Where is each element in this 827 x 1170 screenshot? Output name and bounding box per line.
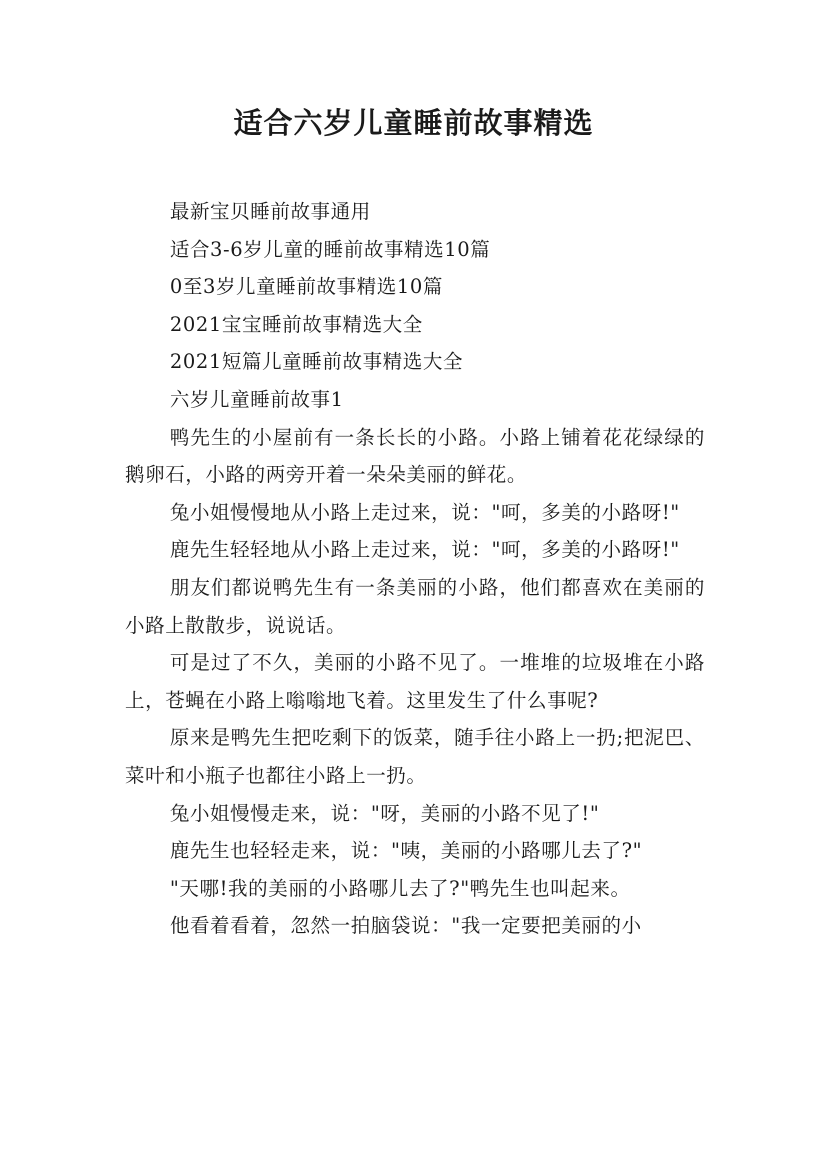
story-paragraph: 可是过了不久，美丽的小路不见了。一堆堆的垃圾堆在小路上，苍蝇在小路上嗡嗡地飞着。这里发生了什么事呢? bbox=[125, 651, 705, 712]
story-paragraph: 兔小姐慢慢地从小路上走过来，说："呵，多美的小路呀!" bbox=[169, 500, 680, 524]
document-title: 适合六岁儿童睡前故事精选 bbox=[233, 106, 594, 140]
story-paragraph: 鹿先生也轻轻走来，说："咦，美丽的小路哪儿去了?" bbox=[169, 839, 643, 863]
story-paragraph: 朋友们都说鸭先生有一条美丽的小路，他们都喜欢在美丽的小路上散散步，说说话。 bbox=[125, 575, 705, 637]
section-heading: 六岁儿童睡前故事1 bbox=[169, 387, 344, 411]
story-paragraph: "天哪!我的美丽的小路哪儿去了?"鸭先生也叫起来。 bbox=[169, 876, 631, 900]
story-paragraph: 他看着看着，忽然一拍脑袋说："我一定要把美丽的小 bbox=[169, 914, 642, 938]
toc-item: 最新宝贝睡前故事通用 bbox=[169, 200, 371, 223]
toc-item: 0至3岁儿童睡前故事精选10篇 bbox=[169, 275, 443, 299]
toc-item: 2021宝宝睡前故事精选大全 bbox=[169, 312, 423, 336]
toc-item: 适合3-6岁儿童的睡前故事精选10篇 bbox=[169, 237, 491, 261]
toc-item: 2021短篇儿童睡前故事精选大全 bbox=[169, 350, 464, 374]
story-paragraph: 鸭先生的小屋前有一条长长的小路。小路上铺着花花绿绿的鹅卵石，小路的两旁开着一朵朵美丽的鲜花。 bbox=[125, 425, 705, 487]
story-paragraph: 鹿先生轻轻地从小路上走过来，说："呵，多美的小路呀!" bbox=[169, 538, 680, 562]
document-body bbox=[125, 193, 705, 945]
story-paragraph: 兔小姐慢慢走来，说："呀，美丽的小路不见了!" bbox=[169, 801, 600, 825]
story-paragraph: 原来是鸭先生把吃剩下的饭菜，随手往小路上一扔;把泥巴、菜叶和小瓶子也都往小路上一扔。 bbox=[125, 726, 705, 787]
